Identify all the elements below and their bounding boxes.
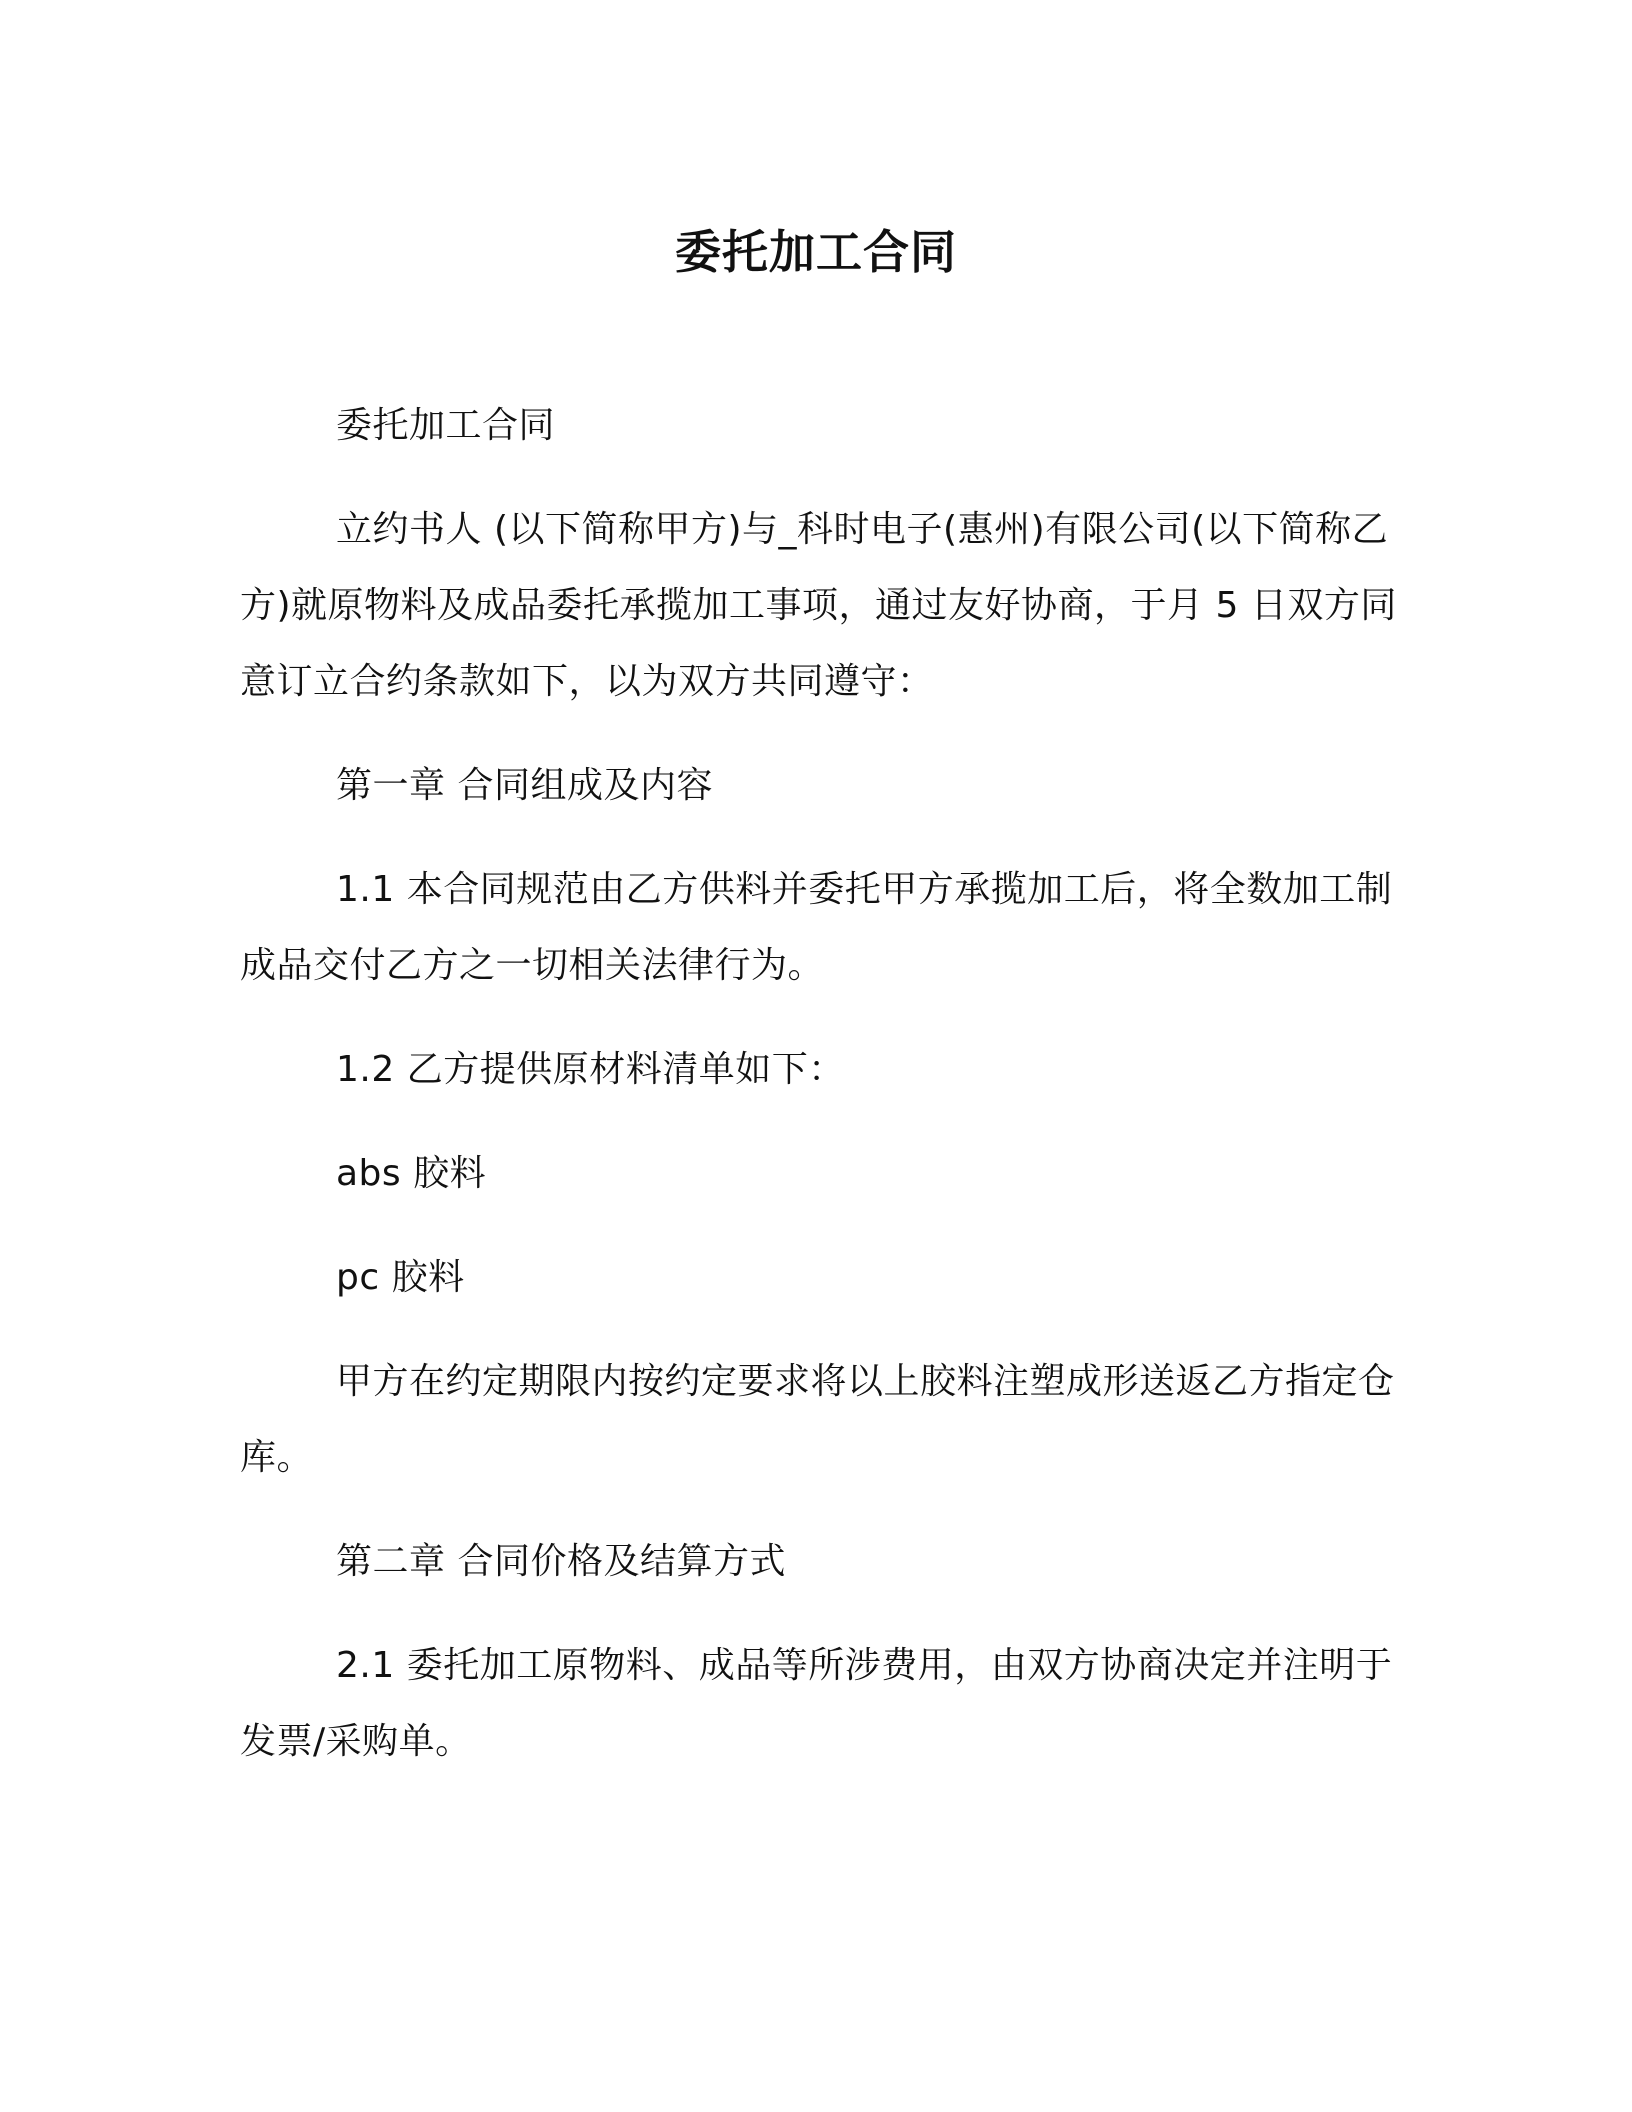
material-item-pc: pc 胶料 (336, 1257, 465, 1298)
chapter-2-heading: 第二章 合同价格及结算方式 (336, 1541, 786, 1582)
chapter-1-heading: 第一章 合同组成及内容 (336, 765, 713, 806)
clause-1-1: 1.1 本合同规范由乙方供料并委托甲方承揽加工后，将全数加工制成品交付乙方之一切相关法律行为。 (240, 869, 1393, 986)
material-item-abs: abs 胶料 (336, 1153, 487, 1194)
document-title: 委托加工合同 (675, 225, 957, 279)
heading-repeat: 委托加工合同 (336, 405, 556, 446)
clause-1-2: 1.2 乙方提供原材料清单如下： (336, 1049, 845, 1090)
clause-2-1: 2.1 委托加工原物料、成品等所涉费用，由双方协商决定并注明于发票/采购单。 (240, 1645, 1393, 1762)
preamble-paragraph: 立约书人 (以下简称甲方)与_科时电子(惠州)有限公司(以下简称乙方)就原物料及成品委托承揽加工事项，通过友好协商，于月 5 日双方同意订立合约条款如下，以为双方共同遵守： (240, 509, 1397, 702)
document-body (240, 388, 1400, 1808)
delivery-paragraph: 甲方在约定期限内按约定要求将以上胶料注塑成形送返乙方指定仓库。 (240, 1361, 1395, 1478)
